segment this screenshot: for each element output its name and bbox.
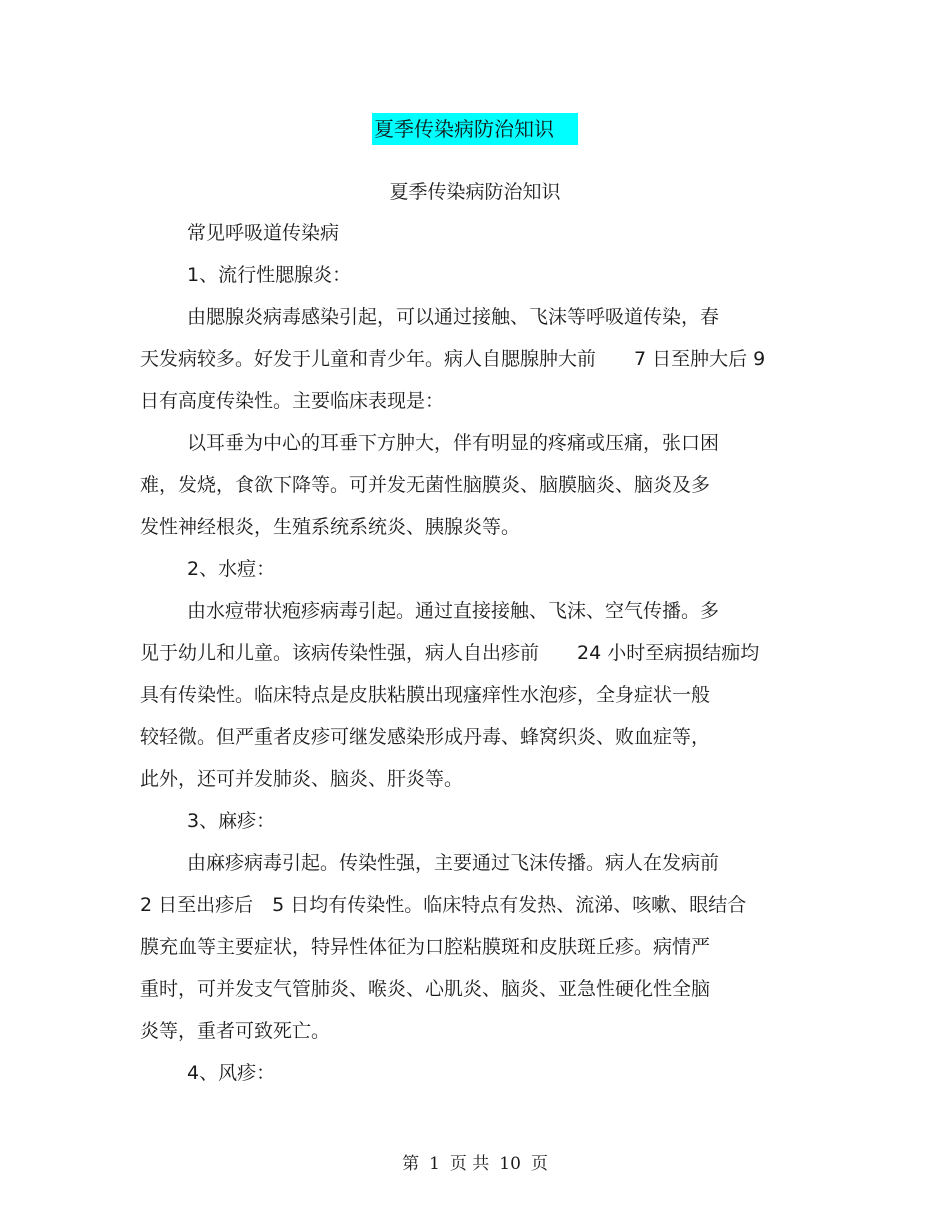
item-heading: 1、流行性腮腺炎： bbox=[187, 264, 352, 286]
footer-middle: 页 共 bbox=[449, 1154, 490, 1174]
page-footer bbox=[0, 1152, 950, 1176]
item-heading: 4、风疹： bbox=[187, 1062, 276, 1084]
document-body bbox=[140, 219, 820, 1101]
paragraph-line: 见于幼儿和儿童。该病传染性强，病人自出疹前 24 小时至病损结痂均 bbox=[140, 642, 760, 664]
paragraph-line: 重时，可并发支气管肺炎、喉炎、心肌炎、脑炎、亚急性硬化性全脑 bbox=[140, 978, 711, 1000]
paragraph-line: 以耳垂为中心的耳垂下方肿大，伴有明显的疼痛或压痛，张口困 bbox=[187, 432, 720, 454]
footer-total-pages: 10 bbox=[499, 1154, 521, 1174]
paragraph-line: 难，发烧，食欲下降等。可并发无菌性脑膜炎、脑膜脑炎、脑炎及多 bbox=[140, 474, 711, 496]
item-heading: 3、麻疹： bbox=[187, 810, 276, 832]
paragraph-line: 此外，还可并发肺炎、脑炎、肝炎等。 bbox=[140, 768, 464, 790]
section-heading: 常见呼吸道传染病 bbox=[187, 222, 340, 244]
paragraph-line: 发性神经根炎，生殖系统系统炎、胰腺炎等。 bbox=[140, 516, 521, 538]
item-heading: 2、水痘： bbox=[187, 558, 276, 580]
paragraph-line: 由腮腺炎病毒感染引起，可以通过接触、飞沫等呼吸道传染，春 bbox=[187, 306, 720, 328]
paragraph-line: 炎等，重者可致死亡。 bbox=[140, 1020, 331, 1042]
footer-prefix: 第 bbox=[402, 1154, 420, 1174]
paragraph-line: 由麻疹病毒引起。传染性强，主要通过飞沫传播。病人在发病前 bbox=[187, 852, 720, 874]
footer-page-number: 1 bbox=[429, 1154, 440, 1174]
document-title-highlighted: 夏季传染病防治知识 bbox=[372, 113, 578, 145]
paragraph-line: 膜充血等主要症状，特异性体征为口腔粘膜斑和皮肤斑丘疹。病情严 bbox=[140, 936, 711, 958]
paragraph-line: 较轻微。但严重者皮疹可继发感染形成丹毒、蜂窝织炎、败血症等， bbox=[140, 726, 711, 748]
document-subtitle: 夏季传染病防治知识 bbox=[389, 181, 561, 203]
paragraph-line: 天发病较多。好发于儿童和青少年。病人自腮腺肿大前 7 日至肿大后 9 bbox=[140, 348, 766, 370]
paragraph-line: 日有高度传染性。主要临床表现是： bbox=[140, 390, 445, 412]
title-wrapper bbox=[0, 113, 950, 145]
paragraph-line: 由水痘带状疱疹病毒引起。通过直接接触、飞沫、空气传播。多 bbox=[187, 600, 720, 622]
footer-suffix: 页 bbox=[530, 1154, 548, 1174]
paragraph-line: 2 日至出疹后 5 日均有传染性。临床特点有发热、流涕、咳嗽、眼结合 bbox=[140, 894, 747, 916]
paragraph-line: 具有传染性。临床特点是皮肤粘膜出现瘙痒性水泡疹，全身症状一般 bbox=[140, 684, 711, 706]
